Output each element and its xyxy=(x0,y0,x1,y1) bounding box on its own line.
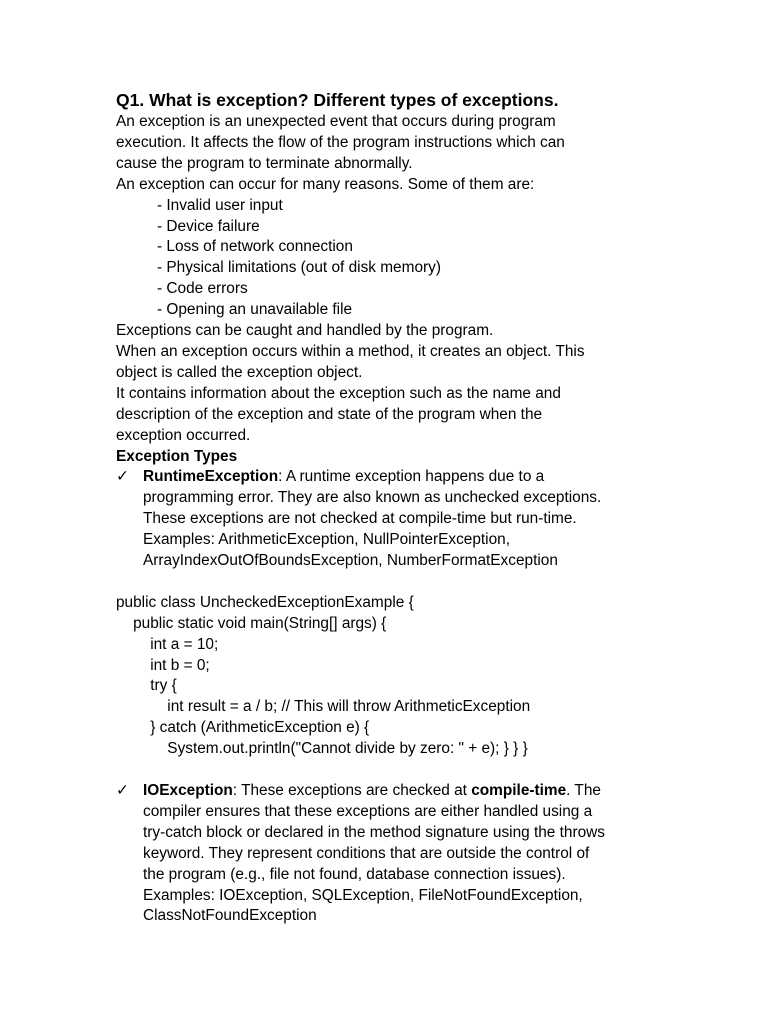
text-line: It contains information about the exception such as the name and xyxy=(116,384,561,402)
exception-types-heading: Exception Types xyxy=(116,447,238,465)
text-line: try-catch block or declared in the method signature using the throws xyxy=(143,823,605,841)
checkmark-icon: ✓ xyxy=(116,781,129,799)
code-line: try { xyxy=(116,677,177,695)
text-line: An exception can occur for many reasons. Some of them are: xyxy=(116,175,535,193)
body-paragraph xyxy=(116,321,656,446)
text-line: ClassNotFoundException xyxy=(143,907,317,925)
intro-paragraph xyxy=(116,112,656,196)
io-term: IOException xyxy=(143,781,233,799)
text-line xyxy=(143,781,656,802)
io-exception-item xyxy=(116,781,656,927)
io-text-end: . The xyxy=(566,781,601,799)
code-line: System.out.println("Cannot divide by zero: " + e); } } } xyxy=(116,740,528,758)
list-item: - Loss of network connection xyxy=(157,238,353,256)
question-title: Q1. What is exception? Different types of exceptions. xyxy=(116,90,559,110)
list-item: - Device failure xyxy=(157,217,260,235)
code-line: int result = a / b; // This will throw ArithmeticException xyxy=(116,698,531,716)
text-line: Examples: IOException, SQLException, FileNotFoundException, xyxy=(143,886,583,904)
text-line: Exceptions can be caught and handled by the program. xyxy=(116,322,494,340)
runtime-text: : A runtime exception happens due to a xyxy=(278,468,545,486)
runtime-exception-item xyxy=(116,467,656,572)
text-line: compiler ensures that these exceptions are either handled using a xyxy=(143,802,593,820)
io-text: : These exceptions are checked at xyxy=(232,781,472,799)
text-line: keyword. They represent conditions that are outside the control of xyxy=(143,844,590,862)
text-line xyxy=(143,467,656,488)
document-content xyxy=(116,88,656,927)
runtime-term: RuntimeException xyxy=(143,468,279,486)
text-line: Examples: ArithmeticException, NullPointerException, xyxy=(143,531,510,549)
text-line: cause the program to terminate abnormally. xyxy=(116,154,413,172)
text-line: execution. It affects the flow of the program instructions which can xyxy=(116,133,565,151)
text-line: the program (e.g., file not found, database connection issues). xyxy=(143,865,566,883)
code-line: int b = 0; xyxy=(116,656,210,674)
reasons-list xyxy=(116,196,656,321)
list-item: - Opening an unavailable file xyxy=(157,301,353,319)
checkmark-icon: ✓ xyxy=(116,468,129,486)
text-line: description of the exception and state of the program when the xyxy=(116,405,543,423)
text-line: ArrayIndexOutOfBoundsException, NumberFormatException xyxy=(143,552,558,570)
text-line: These exceptions are not checked at compile-time but run-time. xyxy=(143,510,577,528)
code-line: } catch (ArithmeticException e) { xyxy=(116,719,370,737)
compile-time-term: compile-time xyxy=(471,781,567,799)
code-block xyxy=(116,593,656,760)
spacer xyxy=(116,760,656,781)
text-line: object is called the exception object. xyxy=(116,363,363,381)
spacer xyxy=(116,572,656,593)
text-line: An exception is an unexpected event that occurs during program xyxy=(116,113,556,130)
code-line: int a = 10; xyxy=(116,635,219,653)
list-item: - Code errors xyxy=(157,280,248,298)
list-item: - Invalid user input xyxy=(157,196,283,214)
list-item: - Physical limitations (out of disk memory) xyxy=(157,259,441,277)
text-line: When an exception occurs within a method, it creates an object. This xyxy=(116,342,585,360)
text-line: programming error. They are also known as unchecked exceptions. xyxy=(143,489,602,507)
code-line: public class UncheckedExceptionExample { xyxy=(116,593,414,611)
code-line: public static void main(String[] args) { xyxy=(116,614,387,632)
text-line: exception occurred. xyxy=(116,426,251,444)
